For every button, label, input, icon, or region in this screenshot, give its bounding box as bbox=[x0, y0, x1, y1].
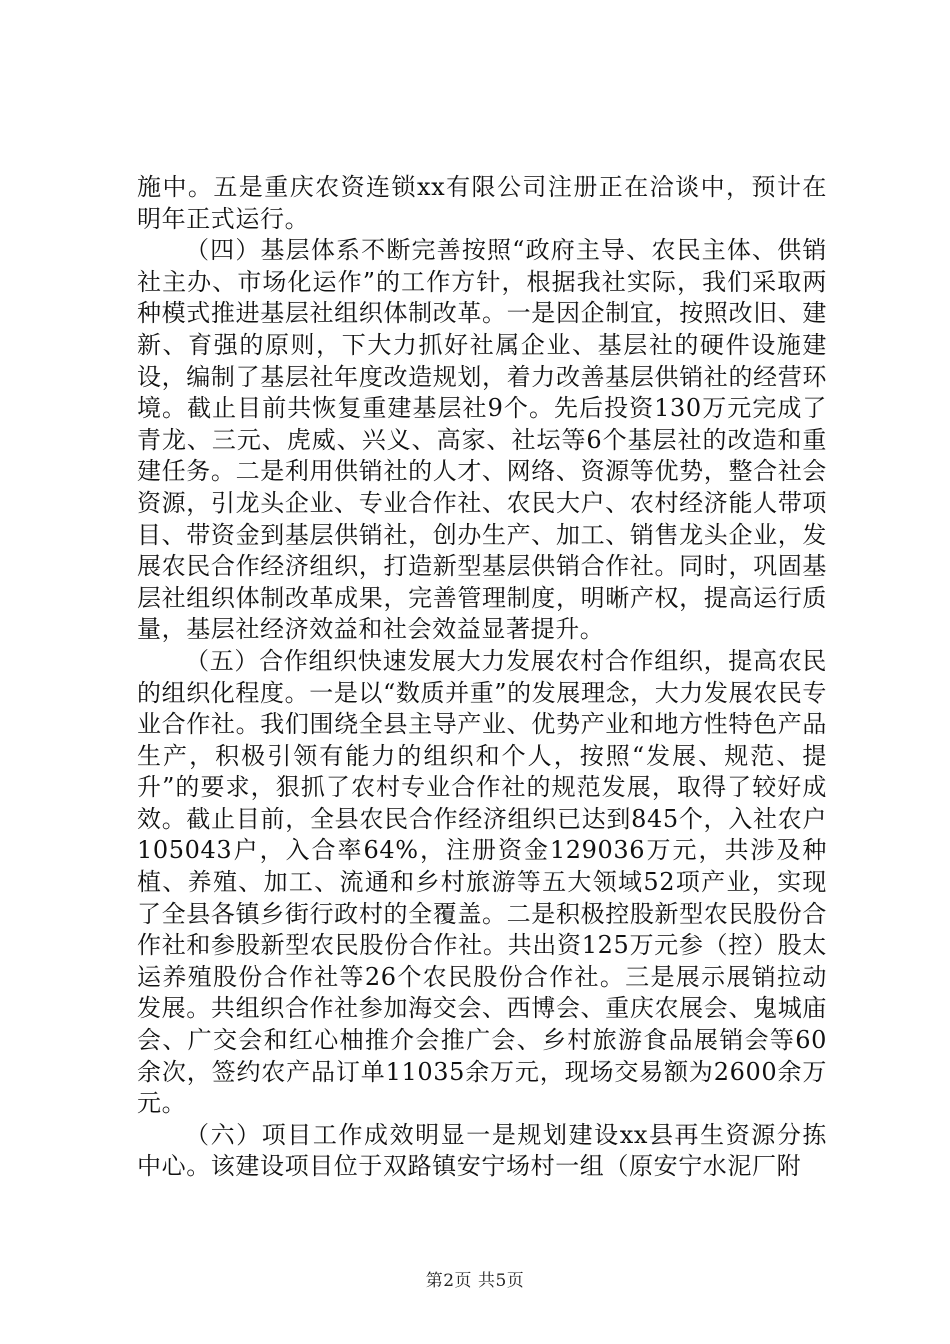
paragraph: （六）项目工作成效明显一是规划建设xx县再生资源分拣中心。该建设项目位于双路镇安宁场村一组（原安宁水泥厂附 bbox=[137, 1120, 827, 1181]
paragraph: （四）基层体系不断完善按照“政府主导、农民主体、供销社主办、市场化运作”的工作方针，根据我社实际，我们采取两种模式推进基层社组织体制改革。一是因企制宜，按照改旧、建新、育强的原则，下大力抓好社属企业、基层社的硬件设施建设，编制了基层社年度改造规划，着力改善基层供销社的经营环境。截止目前共恢复重建基层社9个。先后投资130万元完成了青龙、三元、虎威、兴义、高家、社坛等6个基层社的改造和重建任务。二是利用供销社的人才、网络、资源等优势，整合社会资源，引龙头企业、专业合作社、农民大户、农村经济能人带项目、带资金到基层供销社，创办生产、加工、销售龙头企业，发展农民合作经济组织，打造新型基层供销合作社。同时，巩固基层社组织体制改革成果，完善管理制度，明晰产权，提高运行质量，基层社经济效益和社会效益显著提升。 bbox=[137, 236, 827, 644]
paragraph: （五）合作组织快速发展大力发展农村合作组织，提高农民的组织化程度。一是以“数质并重”的发展理念，大力发展农民专业合作社。我们围绕全县主导产业、优势产业和地方性特色产品生产，积极引领有能力的组织和个人，按照“发展、规范、提升”的要求，狠抓了农村专业合作社的规范发展，取得了较好成效。截止目前，全县农民合作经济组织已达到845个，入社农户105043户，入合率64%，注册资金129036万元，共涉及种植、养殖、加工、流通和乡村旅游等五大领域52项产业，实现了全县各镇乡街行政村的全覆盖。二是积极控股新型农民股份合作社和参股新型农民股份合作社。共出资125万元参（控）股太运养殖股份合作社等26个农民股份合作社。三是展示展销拉动发展。共组织合作社参加海交会、西博会、重庆农展会、鬼城庙会、广交会和红心柚推介会推广会、乡村旅游食品展销会等60余次，签约农产品订单11035余万元，现场交易额为2600余万元。 bbox=[137, 646, 827, 1118]
page-number: 第2页 共5页 bbox=[425, 1271, 525, 1291]
page-footer bbox=[0, 1266, 950, 1291]
paragraph: 施中。五是重庆农资连锁xx有限公司注册正在洽谈中，预计在明年正式运行。 bbox=[137, 173, 827, 233]
document-body bbox=[137, 172, 827, 1183]
